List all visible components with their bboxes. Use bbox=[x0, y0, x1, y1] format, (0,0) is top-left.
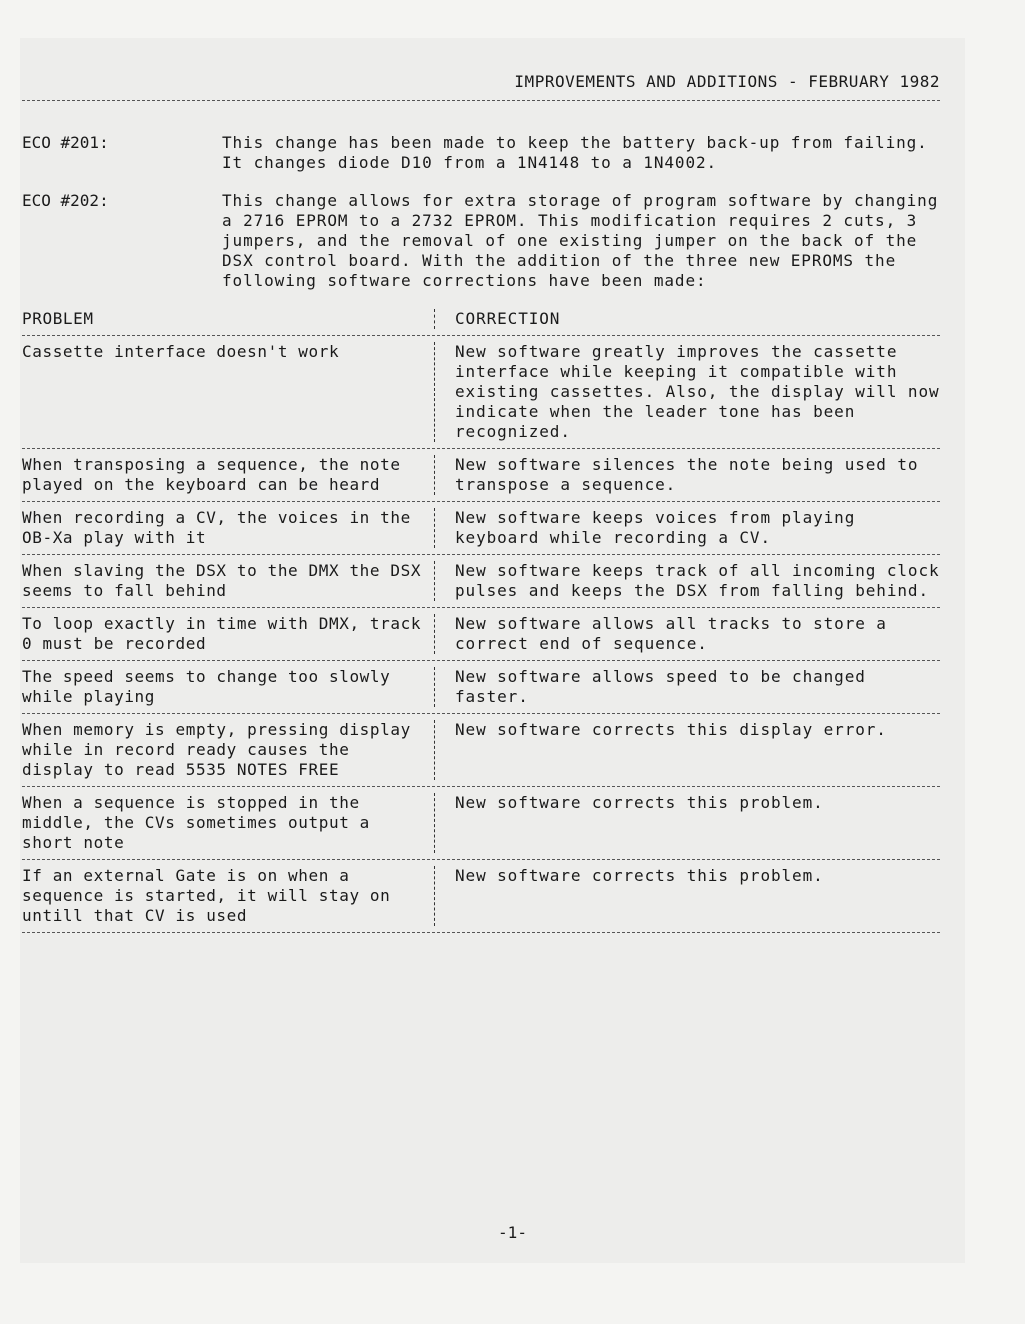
table-row bbox=[22, 720, 940, 780]
table-row bbox=[22, 614, 940, 654]
problem-cell: When a sequence is stopped in the middle, the CVs sometimes output a short note bbox=[22, 793, 370, 852]
header-problem: PROBLEM bbox=[22, 309, 94, 328]
row-divider bbox=[22, 660, 940, 661]
document-body bbox=[22, 72, 940, 939]
problem-cell: The speed seems to change too slowly while playing bbox=[22, 667, 391, 706]
header-correction: CORRECTION bbox=[455, 309, 561, 328]
eco-202-label: ECO #202: bbox=[22, 191, 109, 210]
row-divider bbox=[22, 932, 940, 933]
page-title: IMPROVEMENTS AND ADDITIONS - FEBRUARY 1982 bbox=[514, 72, 940, 91]
problem-cell: Cassette interface doesn't work bbox=[22, 342, 340, 361]
row-divider bbox=[22, 501, 940, 502]
row-divider bbox=[22, 713, 940, 714]
table-row bbox=[22, 342, 940, 442]
table-body bbox=[22, 342, 940, 933]
eco-201-label: ECO #201: bbox=[22, 133, 109, 152]
correction-cell: New software corrects this display error. bbox=[455, 720, 887, 739]
problem-cell: When recording a CV, the voices in the OB-Xa play with it bbox=[22, 508, 411, 547]
row-divider bbox=[22, 448, 940, 449]
row-divider bbox=[22, 607, 940, 608]
table-row bbox=[22, 866, 940, 926]
problem-correction-table bbox=[22, 301, 940, 933]
page-number: -1- bbox=[498, 1223, 527, 1242]
table-row bbox=[22, 793, 940, 853]
table-row bbox=[22, 455, 940, 495]
row-divider bbox=[22, 859, 940, 860]
eco-201 bbox=[22, 133, 940, 173]
table-row bbox=[22, 667, 940, 707]
eco-202 bbox=[22, 191, 940, 291]
problem-cell: When transposing a sequence, the note played on the keyboard can be heard bbox=[22, 455, 401, 494]
correction-cell: New software keeps track of all incoming clock pulses and keeps the DSX from falling behind. bbox=[455, 561, 940, 600]
row-divider bbox=[22, 554, 940, 555]
eco-201-text: This change has been made to keep the battery back-up from failing. It changes diode D10 from a 1N4148 to a 1N4002. bbox=[222, 133, 928, 172]
table-header-row bbox=[22, 301, 940, 329]
row-divider bbox=[22, 786, 940, 787]
title-divider bbox=[22, 100, 940, 101]
correction-cell: New software corrects this problem. bbox=[455, 793, 824, 812]
header-divider bbox=[22, 335, 940, 336]
correction-cell: New software corrects this problem. bbox=[455, 866, 824, 885]
correction-cell: New software keeps voices from playing keyboard while recording a CV. bbox=[455, 508, 856, 547]
eco-202-text: This change allows for extra storage of program software by changing a 2716 EPROM to a 2732 EPROM. This modification requires 2 cuts, 3 jumpers, and the removal of one existing jumper on the back of the DSX control board. With the addition of the three new EPROMS the following software corrections have been made: bbox=[222, 191, 939, 290]
correction-cell: New software silences the note being used to transpose a sequence. bbox=[455, 455, 919, 494]
correction-cell: New software allows all tracks to store a correct end of sequence. bbox=[455, 614, 887, 653]
table-row bbox=[22, 508, 940, 548]
correction-cell: New software allows speed to be changed faster. bbox=[455, 667, 866, 706]
problem-cell: To loop exactly in time with DMX, track 0 must be recorded bbox=[22, 614, 422, 653]
table-row bbox=[22, 561, 940, 601]
correction-cell: New software greatly improves the cassette interface while keeping it compatible with existing cassettes. Also, the display will now indicate when the leader tone has been recognized. bbox=[455, 342, 940, 441]
problem-cell: When memory is empty, pressing display while in record ready causes the display to read 5535 NOTES FREE bbox=[22, 720, 411, 779]
problem-cell: If an external Gate is on when a sequence is started, it will stay on untill that CV is used bbox=[22, 866, 391, 925]
problem-cell: When slaving the DSX to the DMX the DSX seems to fall behind bbox=[22, 561, 422, 600]
